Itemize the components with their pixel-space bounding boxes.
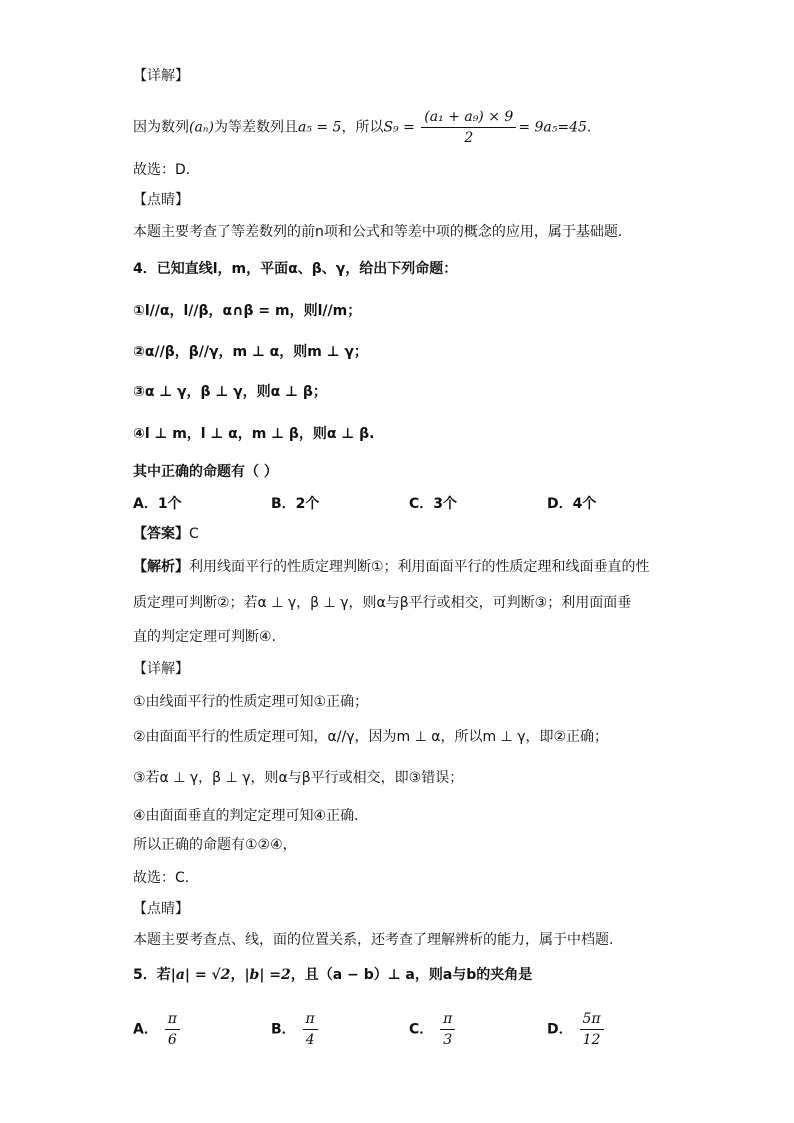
option-label: D． (547, 1021, 573, 1038)
answer-value: C (189, 526, 199, 542)
q4-answer-line (133, 524, 199, 544)
analysis-text-1: 利用线面平行的性质定理判断①；利用面面平行的性质定理和线面垂直的性 (189, 559, 650, 575)
q5-option-b (271, 1010, 320, 1049)
q5-stem-a: 5．若 (133, 967, 171, 983)
q4-option-a: A．1个 (133, 496, 182, 512)
q5-abs-a: |a| = √2 (170, 967, 231, 983)
q4-option-d: D．4个 (547, 496, 597, 512)
detail-heading: 【详解】 (133, 68, 189, 84)
q5-stem (133, 965, 532, 985)
q4-proposition-3: ③α ⊥ γ，β ⊥ γ，则α ⊥ β； (133, 384, 327, 400)
q4-detail-2: ②由面面平行的性质定理可知，α//γ，因为m ⊥ α，所以m ⊥ γ，即②正确； (133, 729, 609, 745)
q5-stem-c: ，且（a − b）⊥ a，则a与b的夹角是 (290, 967, 533, 983)
detail-text-c: ，所以 (341, 119, 384, 136)
q5-option-c (409, 1010, 457, 1049)
q5-stem-b: ， (230, 967, 245, 983)
option-label: B． (271, 1021, 296, 1038)
q4-detail-3: ③若α ⊥ γ，β ⊥ γ，则α与β平行或相交，即③错误； (133, 770, 464, 786)
q4-option-b: B．2个 (271, 496, 320, 512)
q4-detail-heading: 【详解】 (133, 661, 189, 677)
answer-tag: 【答案】 (133, 526, 189, 542)
q4-stem: 4．已知直线l，m，平面α、β、γ，给出下列命题： (133, 261, 458, 277)
fraction-denominator: 2 (464, 130, 474, 146)
q4-proposition-1: ①l//α，l//β，α∩β = m，则l//m； (133, 303, 362, 319)
q4-proposition-4: ④l ⊥ m，l ⊥ α，m ⊥ β，则α ⊥ β. (133, 426, 375, 442)
detail-text-b: 为等差数列且 (213, 119, 298, 136)
prev-comment-text: 本题主要考查了等差数列的前n项和公式和等差中项的概念的应用，属于基础题. (133, 224, 623, 240)
fraction-denominator: 4 (305, 1032, 315, 1048)
q5-abs-b: |b| =2 (244, 967, 291, 983)
prev-comment-heading: 【点睛】 (133, 192, 189, 208)
fraction-numerator: (a₁ + a₉) × 9 (421, 108, 516, 128)
q4-option-c: C．3个 (409, 496, 458, 512)
option-fraction (303, 1010, 318, 1049)
sum-result: = 9a₅=45 (518, 119, 587, 136)
prev-choice: 故选：D. (133, 162, 191, 178)
q4-comment-text: 本题主要考查点、线，面的位置关系，还考查了理解辨析的能力，属于中档题. (133, 932, 614, 948)
q4-ask: 其中正确的命题有（ ） (133, 464, 278, 480)
option-fraction (165, 1010, 180, 1049)
detail-text-a: 因为数列 (133, 119, 189, 136)
q4-detail-4: ④由面面垂直的判定定理可知④正确. (133, 808, 359, 824)
option-fraction (580, 1010, 604, 1049)
q4-analysis-line-3: 直的判定定理可判断④. (133, 629, 277, 645)
option-label: C． (409, 1021, 434, 1038)
q4-conclusion: 所以正确的命题有①②④， (133, 837, 297, 853)
option-label: A． (133, 1021, 158, 1038)
fraction-denominator: 12 (582, 1032, 601, 1048)
sum-symbol: S₉ = (383, 119, 415, 136)
condition-formula: a₅ = 5 (297, 119, 342, 136)
fraction-numerator: π (165, 1010, 180, 1030)
sequence-symbol: (aₙ) (189, 119, 214, 136)
fraction-numerator: π (303, 1010, 318, 1030)
analysis-tag: 【解析】 (133, 559, 189, 575)
q4-proposition-2: ②α//β，β//γ，m ⊥ α，则m ⊥ γ； (133, 344, 368, 360)
q5-option-d (547, 1010, 606, 1049)
sentence-end: . (586, 119, 592, 136)
q4-analysis-line-1 (133, 557, 650, 577)
q4-detail-1: ①由线面平行的性质定理可知①正确； (133, 694, 369, 710)
fraction-numerator: 5π (580, 1010, 604, 1030)
detail-formula-line (133, 108, 591, 147)
q4-comment-heading: 【点睛】 (133, 901, 189, 917)
q4-analysis-line-2: 质定理可判断②；若α ⊥ γ，β ⊥ γ，则α与β平行或相交，可判断③；利用面面垂 (133, 595, 632, 611)
sum-fraction (421, 108, 516, 147)
option-fraction (440, 1010, 455, 1049)
fraction-denominator: 3 (443, 1032, 453, 1048)
fraction-denominator: 6 (167, 1032, 177, 1048)
q4-choice: 故选：C. (133, 870, 190, 886)
q5-option-a (133, 1010, 182, 1049)
fraction-numerator: π (440, 1010, 455, 1030)
